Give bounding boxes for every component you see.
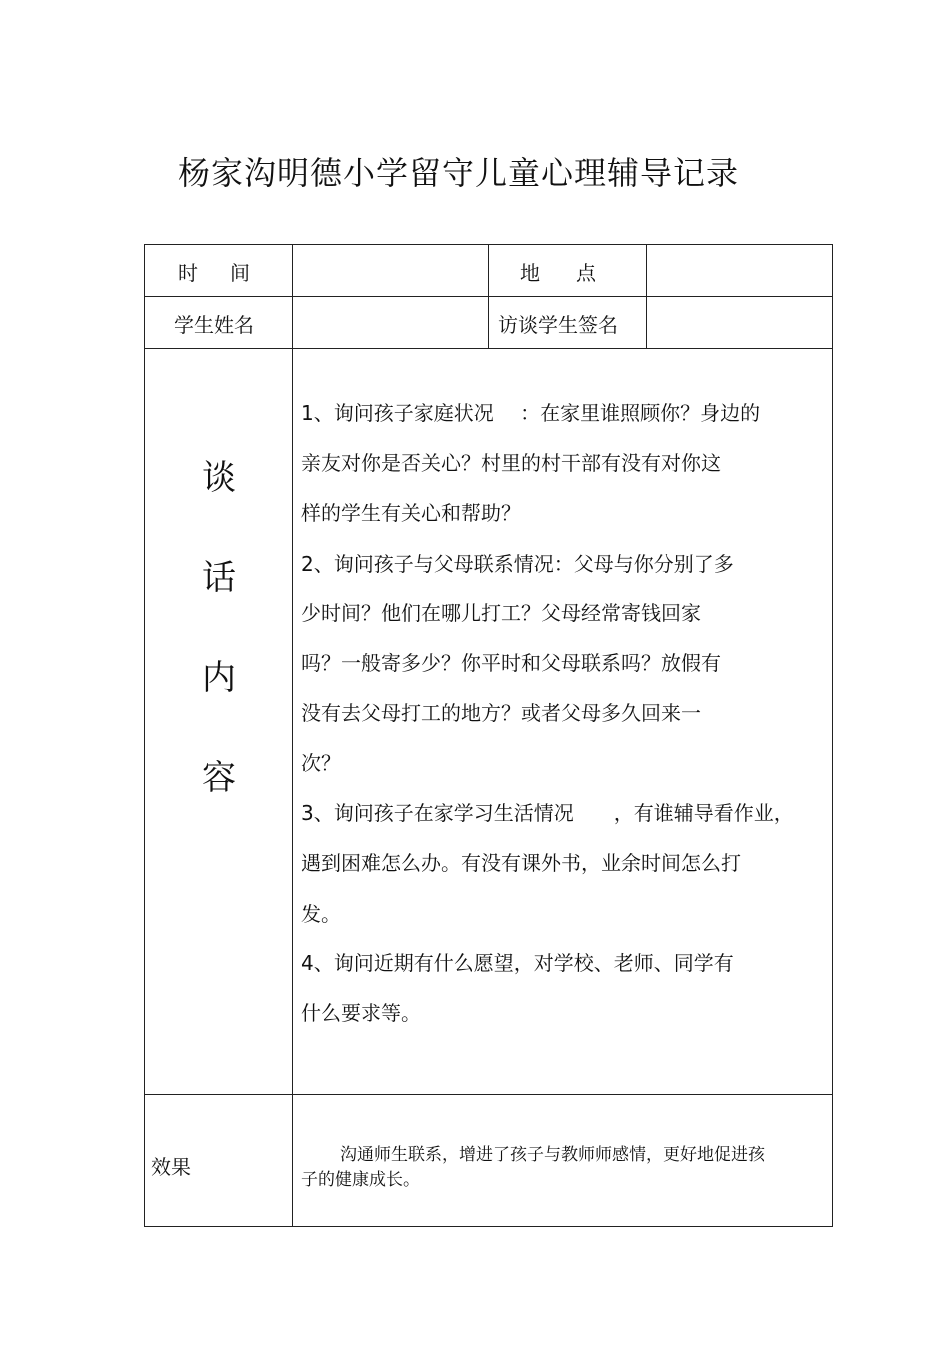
time-value-field[interactable] (296, 257, 482, 283)
student-name-field[interactable] (296, 309, 482, 335)
talk-content-line: 1、询问孩子家庭状况 ：在家里谁照顾你？身边的 (301, 401, 761, 425)
time-label (178, 257, 250, 286)
table-border-left (144, 244, 145, 1227)
talk-content-line: 吗？一般寄多少？你平时和父母联系吗？放假有 (301, 651, 721, 675)
effect-label: 效果 (151, 1155, 191, 1179)
table-col-divider (488, 244, 489, 349)
place-label-char: 点 (576, 261, 596, 285)
talk-content-line: 亲友对你是否关心？村里的村干部有没有对你这 (301, 451, 721, 475)
talk-content-line: 遇到困难怎么办。有没有课外书，业余时间怎么打 (301, 851, 741, 875)
place-label (520, 257, 596, 286)
talk-content-line: 没有去父母打工的地方？或者父母多久回来一 (301, 701, 701, 725)
talk-content-line: 2、询问孩子与父母联系情况：父母与你分别了多 (301, 552, 734, 576)
record-form-table (144, 244, 833, 1227)
table-border-bottom (144, 1226, 833, 1227)
signature-label: 访谈学生签名 (498, 313, 618, 337)
table-col-divider (292, 244, 293, 1227)
page-title: 杨家沟明德小学留守儿童心理辅导记录 (178, 154, 740, 192)
place-label-char: 地 (520, 261, 540, 285)
effect-text-line: 沟通师生联系，增进了孩子与教师师感情，更好地促进孩 (340, 1145, 765, 1165)
talk-content-line: 发。 (301, 902, 341, 926)
talk-content-line: 次？ (301, 751, 341, 775)
effect-text-line: 子的健康成长。 (301, 1170, 420, 1190)
talk-label-char: 话 (202, 558, 236, 598)
talk-label-char: 内 (202, 658, 236, 698)
time-label-char: 间 (230, 261, 250, 285)
table-row-divider (144, 1094, 833, 1095)
time-label-char: 时 (178, 261, 198, 285)
talk-label-char: 谈 (202, 458, 236, 498)
student-name-label: 学生姓名 (174, 313, 254, 337)
talk-label-char: 容 (202, 758, 236, 798)
table-col-divider (646, 244, 647, 349)
talk-content-line: 3、询问孩子在家学习生活情况 ，有谁辅导看作业， (301, 801, 794, 825)
talk-content-line: 少时间？他们在哪儿打工？父母经常寄钱回家 (301, 601, 701, 625)
talk-content-line: 样的学生有关心和帮助？ (301, 501, 521, 525)
talk-content-line: 4、询问近期有什么愿望，对学校、老师、同学有 (301, 951, 734, 975)
table-border-right (832, 244, 833, 1227)
place-value-field[interactable] (650, 257, 826, 283)
signature-field[interactable] (650, 309, 826, 335)
talk-content-line: 什么要求等。 (301, 1001, 421, 1025)
